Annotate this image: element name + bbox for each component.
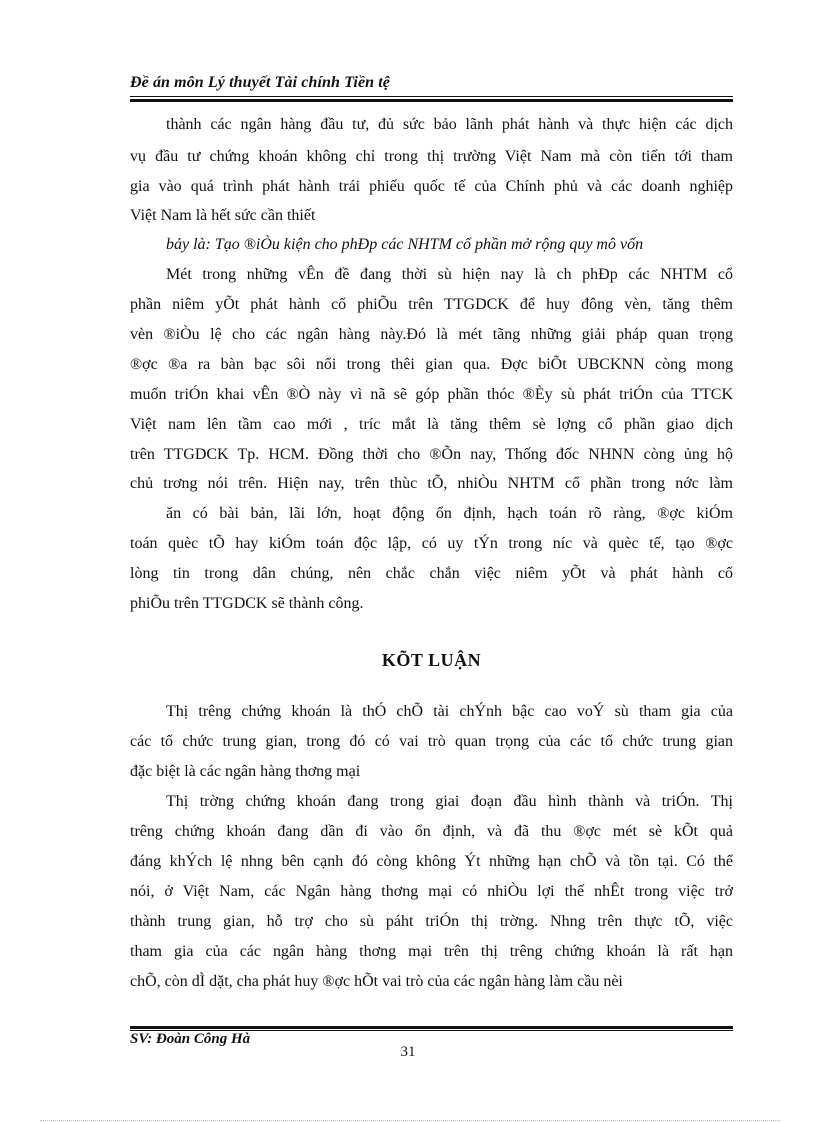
body-line: các tổ chức trung gian, trong đó có vai trò quan trọng của các tổ chức trung gian — [130, 733, 733, 750]
page-number: 31 — [400, 1044, 416, 1060]
page-bottom-divider — [40, 1120, 780, 1121]
body-line: ®ợc ®a ra bàn bạc sôi nổi trong thêi gian qua. Đợc biÕt UBCKNN còng mong — [130, 356, 733, 373]
body-line: muốn triÓn khai vÊn ®Ò này vì nã sẽ góp phần thóc ®Èy sù phát triÓn của TTCK — [130, 386, 733, 403]
body-line: trên TTGDCK Tp. HCM. Đồng thời cho ®Õn nay, Thống đốc NHNN còng ủng hộ — [130, 446, 733, 463]
conclusion-heading: KÕT LUẬN — [381, 650, 482, 670]
body-line: toán quèc tÕ hay kiÓm toán độc lập, có uy tÝn trong níc và quèc tế, tạo ®ợc — [130, 535, 733, 552]
body-line: ăn có bài bản, lãi lớn, hoạt động ổn định, hạch toán rõ ràng, ®ợc kiÓm — [166, 505, 733, 522]
body-line: Thị trờng chứng khoán đang trong giai đoạn đầu hình thành và triÓn. Thị — [166, 793, 733, 810]
body-line: Mét trong những vÊn đề đang thời sù hiện nay là ch phÐp các NHTM cổ — [166, 266, 733, 283]
header-title: Đề án môn Lý thuyết Tài chính Tiền tệ — [130, 74, 390, 91]
footer-rule-thick — [130, 1026, 733, 1029]
body-line: chÕ, còn dÌ dặt, cha phát huy ®ợc hÕt vai trò của các ngân hàng làm cầu nèi — [130, 973, 623, 990]
body-line: trêng chứng khoán đang dần đi vào ổn định, và đã thu ®ợc mét sè kÕt quả — [130, 823, 733, 840]
header-rule-thin — [130, 96, 733, 97]
body-line: phần niêm yÕt phát hành cổ phiÕu trên TTGDCK để huy đông vèn, tăng thêm — [130, 296, 733, 313]
header-rule-thick — [130, 99, 733, 102]
body-line: Việt nam lên tầm cao mới , tríc mắt là tăng thêm sè lợng cổ phần giao dịch — [130, 416, 733, 433]
section-subheading: bảy là: Tạo ®iÒu kiện cho phÐp các NHTM cổ phần mở rộng quy mô vốn — [166, 236, 644, 253]
body-line: chủ trơng nói trên. Hiện nay, trên thùc tÕ, nhiÒu NHTM cổ phần trong nớc làm — [130, 475, 733, 492]
body-line: Thị trêng chứng khoán là thÓ chÕ tài chÝnh bậc cao voÝ sù tham gia của — [166, 703, 733, 720]
body-line: lòng tin trong dân chúng, nên chắc chắn việc niêm yÕt và phát hành cổ — [130, 565, 733, 582]
body-line: đáng khÝch lệ nhng bên cạnh đó còng không Ýt những hạn chÕ và tồn tại. Có thể — [130, 853, 733, 870]
body-line: vụ đầu tư chứng khoán không chỉ trong thị trường Việt Nam mà còn tiến tới tham — [130, 148, 733, 165]
body-line: phiÕu trên TTGDCK sẽ thành công. — [130, 595, 364, 612]
body-line: đặc biệt là các ngân hàng thơng mại — [130, 763, 361, 780]
footer-author: SV: Đoàn Công Hà — [130, 1031, 251, 1047]
body-line: vèn ®iÒu lệ cho các ngân hàng này.Đó là mét tãng những giải pháp quan trọng — [130, 326, 733, 343]
body-line: thành trung gian, hỗ trợ cho sù páht triÓn thị trờng. Nhng trên thực tÕ, việc — [130, 913, 733, 930]
body-line: thành các ngân hàng đầu tư, đủ sức bảo lãnh phát hành và thực hiện các dịch — [166, 116, 733, 133]
body-line: Việt Nam là hết sức cần thiết — [130, 207, 316, 224]
body-line: tham gia của các ngân hàng thơng mại trên thị trêng chứng khoán là rất hạn — [130, 943, 733, 960]
body-line: nói, ở Việt Nam, các Ngân hàng thơng mại có nhiÒu lợi thế nhÊt trong việc trở — [130, 883, 733, 900]
body-line: gia vào quá trình phát hành trái phiếu quốc tế của Chính phủ và các doanh nghiệp — [130, 178, 733, 195]
